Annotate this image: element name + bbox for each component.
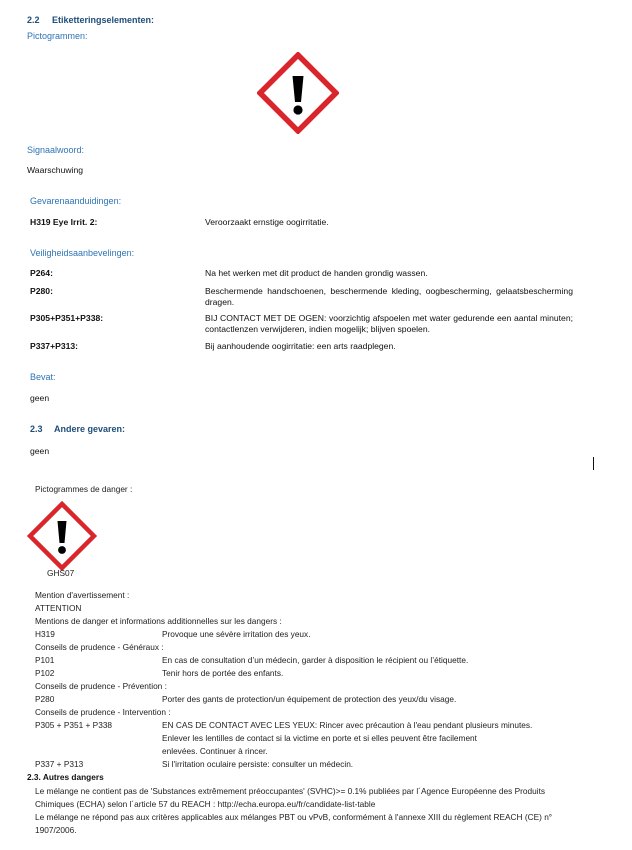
contains-value: geen [30, 393, 50, 403]
other-hazards-value: geen [30, 446, 50, 456]
ghs07-exclamation-icon [257, 52, 339, 134]
precaution-text: Bij aanhoudende oogirritatie: een arts raadplegen. [205, 341, 396, 351]
fr-intervention-label: Conseils de prudence - Intervention : [35, 707, 171, 717]
fr-precaution-text-line: Si l'irritation oculaire persiste: consulter un médecin. [162, 759, 354, 769]
contains-label: Bevat: [30, 372, 56, 382]
fr-precaution-text-line: Enlever les lentilles de contact si la victime en porte et si elles peuvent être facilement [162, 733, 477, 743]
fr-precaution-code: P102 [35, 668, 55, 678]
fr-other-hazards-line: Le mélange ne contient pas de 'Substances extrêmement préoccupantes' (SVHC)>= 0.1% publiées par l´Agence Européenne des Produits [35, 786, 546, 796]
fr-precaution-code: P101 [35, 655, 55, 665]
precaution-code: P305+P351+P338: [30, 313, 104, 323]
fr-other-hazards-title: 2.3. Autres dangers [27, 772, 104, 782]
section-2-2-title: Etiketteringselementen: [52, 15, 155, 25]
fr-signal-word: ATTENTION [35, 603, 82, 613]
section-2-3-number: 2.3 [30, 424, 43, 434]
hazard-code: H319 Eye Irrit. 2: [30, 217, 98, 227]
precaution-code: P280: [30, 286, 53, 296]
ghs07-exclamation-icon-small [27, 501, 97, 571]
fr-precaution-code: P337 + P313 [35, 759, 84, 769]
fr-pictogram-label: Pictogrammes de danger : [35, 484, 133, 494]
precaution-text: BIJ CONTACT MET DE OGEN: voorzichtig afspoelen met water gedurende een aantal minuten; contactlenzen verwijderen, indien mogelijk; blijven spoelen. [205, 313, 573, 334]
fr-precaution-code: P280 [35, 694, 55, 704]
fr-hazard-code: H319 [35, 629, 55, 639]
fr-other-hazards-line: Chimiques (ECHA) selon l´article 57 du REACH : http://echa.europa.eu/fr/candidate-list-table [35, 799, 376, 809]
section-2-3-title: Andere gevaren: [54, 424, 126, 434]
fr-signal-label: Mention d'avertissement : [35, 590, 130, 600]
fr-precaution-text: Porter des gants de protection/un équipement de protection des yeux/du visage. [162, 694, 457, 704]
fr-other-hazards-line: 1907/2006. [35, 825, 77, 835]
section-2-2-number: 2.2 [27, 15, 40, 25]
signal-word-label: Signaalwoord: [27, 145, 85, 155]
fr-other-hazards-line: Le mélange ne répond pas aux critères applicables aux mélanges PBT ou vPvB, conformément à l'annexe XIII du règlement REACH (CE) n° [35, 812, 553, 822]
fr-prevention-label: Conseils de prudence - Prévention : [35, 681, 167, 691]
pictogram-label: Pictogrammen: [27, 31, 88, 41]
fr-precaution-code: P305 + P351 + P338 [35, 720, 113, 730]
fr-precaution-text: Tenir hors de portée des enfants. [162, 668, 284, 678]
fr-hazard-label: Mentions de danger et informations additionnelles sur les dangers : [35, 616, 282, 626]
hazard-text: Veroorzaakt ernstige oogirritatie. [205, 217, 329, 227]
precaution-code: P264: [30, 268, 53, 278]
precaution-text: Na het werken met dit product de handen grondig wassen. [205, 268, 428, 278]
ghs-code-label: GHS07 [47, 568, 75, 578]
precautionary-statements-label: Veiligheidsaanbevelingen: [30, 248, 135, 258]
fr-hazard-text: Provoque une sévère irritation des yeux. [162, 629, 311, 639]
fr-precaution-text-line: enlevées. Continuer à rincer. [162, 746, 268, 756]
fr-precaution-text: En cas de consultation d’un médecin, garder à disposition le récipient ou l’étiquette. [162, 655, 469, 665]
signal-word: Waarschuwing [27, 165, 84, 175]
precaution-text: Beschermende handschoenen, beschermende kleding, oogbescherming, gelaatsbescherming dragen. [205, 286, 573, 307]
precaution-code: P337+P313: [30, 341, 79, 351]
hazard-statements-label: Gevarenaanduidingen: [30, 196, 122, 206]
text-cursor [593, 457, 594, 470]
fr-precaution-text-line: EN CAS DE CONTACT AVEC LES YEUX: Rincer avec précaution à l'eau pendant plusieurs minutes. [162, 720, 533, 730]
fr-general-label: Conseils de prudence - Généraux : [35, 642, 164, 652]
